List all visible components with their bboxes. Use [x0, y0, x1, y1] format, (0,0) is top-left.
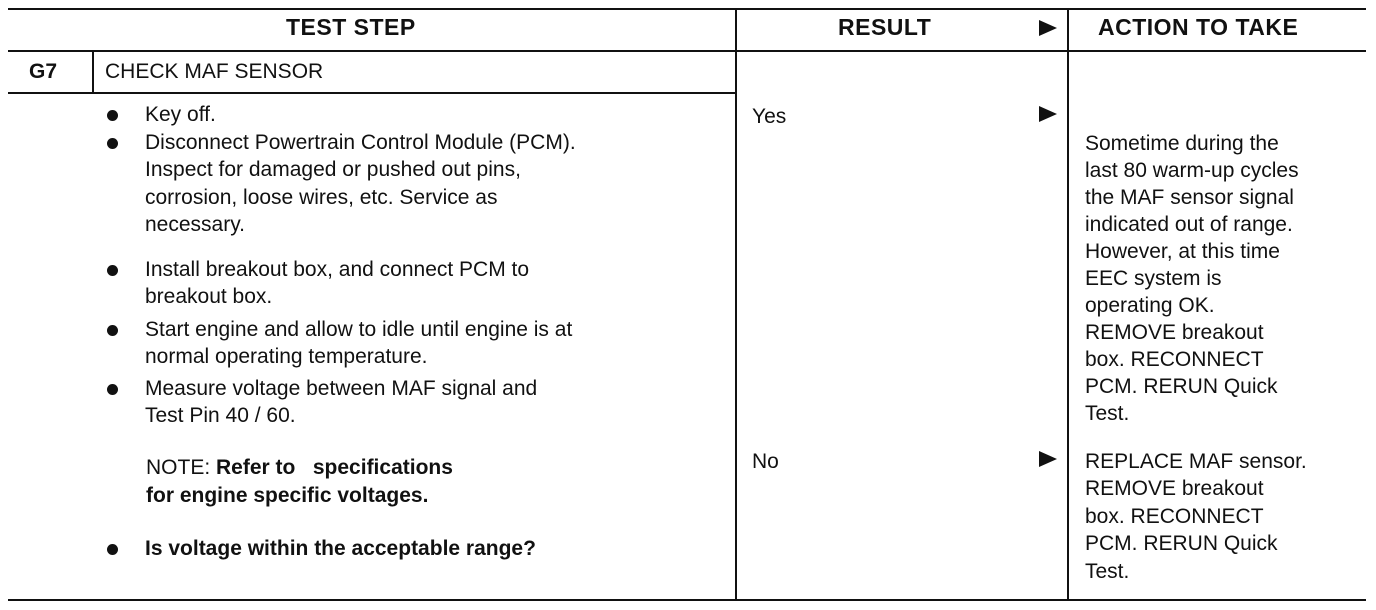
- action-no-line-2: REMOVE breakout: [1085, 477, 1264, 500]
- step-bullet-4-line-2: normal operating temperature.: [145, 345, 428, 368]
- step-bullet-3-line-1: Install breakout box, and connect PCM to: [145, 258, 530, 281]
- step-bullet-1-line-1: Key off.: [145, 103, 216, 126]
- step-title: CHECK MAF SENSOR: [105, 60, 324, 83]
- step-bullet-5-line-2: Test Pin 40 / 60.: [145, 404, 296, 427]
- action-yes-line-1: Sometime during the: [1085, 132, 1279, 155]
- table-bottom-border: [8, 599, 1366, 601]
- action-yes-line-7: operating OK.: [1085, 294, 1215, 317]
- step-title-rule: [8, 92, 736, 94]
- note-line-2: for engine specific voltages.: [146, 484, 429, 507]
- action-yes-line-10: PCM. RERUN Quick: [1085, 375, 1278, 398]
- result-yes-arrow-icon: [1039, 106, 1057, 122]
- step-bullet-3-line-2: breakout box.: [145, 285, 273, 308]
- column-divider-step-id: [92, 50, 94, 94]
- result-no-arrow-icon: [1039, 451, 1057, 467]
- action-yes-line-4: indicated out of range.: [1085, 213, 1293, 236]
- bullet-icon: [107, 138, 118, 149]
- header-result: RESULT: [838, 14, 932, 40]
- step-id: G7: [29, 60, 58, 83]
- action-yes-line-3: the MAF sensor signal: [1085, 186, 1294, 209]
- action-yes-line-5: However, at this time: [1085, 240, 1280, 263]
- bullet-icon: [107, 544, 118, 555]
- header-bottom-rule: [8, 50, 1366, 52]
- action-no-line-5: Test.: [1085, 560, 1130, 583]
- action-no-line-3: box. RECONNECT: [1085, 505, 1264, 528]
- note-text-1: Refer to specifications: [216, 456, 453, 479]
- action-no-line-4: PCM. RERUN Quick: [1085, 532, 1278, 555]
- result-yes-label: Yes: [752, 105, 787, 128]
- header-action-to-take: ACTION TO TAKE: [1098, 14, 1299, 40]
- column-divider-test-step: [735, 8, 737, 601]
- bullet-icon: [107, 265, 118, 276]
- header-arrow-icon: [1039, 20, 1057, 36]
- note-line-1: [146, 454, 453, 482]
- action-yes-line-6: EEC system is: [1085, 267, 1222, 290]
- step-bullet-2-line-4: necessary.: [145, 213, 245, 236]
- bullet-icon: [107, 110, 118, 121]
- step-bullet-2-line-1: Disconnect Powertrain Control Module (PCM).: [145, 131, 576, 154]
- result-no-label: No: [752, 450, 779, 473]
- step-bullet-5-line-1: Measure voltage between MAF signal and: [145, 377, 538, 400]
- step-bullet-2-line-2: Inspect for damaged or pushed out pins,: [145, 158, 521, 181]
- note-label: NOTE:: [146, 456, 211, 479]
- action-yes-line-2: last 80 warm-up cycles: [1085, 159, 1299, 182]
- action-yes-line-8: REMOVE breakout: [1085, 321, 1264, 344]
- step-bullet-2-line-3: corrosion, loose wires, etc. Service as: [145, 186, 498, 209]
- header-test-step: TEST STEP: [286, 14, 416, 40]
- step-question: Is voltage within the acceptable range?: [145, 537, 536, 560]
- action-yes-line-9: box. RECONNECT: [1085, 348, 1264, 371]
- column-divider-result: [1067, 8, 1069, 601]
- table-top-border: [8, 8, 1366, 10]
- action-yes-line-11: Test.: [1085, 402, 1130, 425]
- action-no-line-1: REPLACE MAF sensor.: [1085, 450, 1307, 473]
- bullet-icon: [107, 325, 118, 336]
- bullet-icon: [107, 384, 118, 395]
- step-bullet-4-line-1: Start engine and allow to idle until engine is at: [145, 318, 573, 341]
